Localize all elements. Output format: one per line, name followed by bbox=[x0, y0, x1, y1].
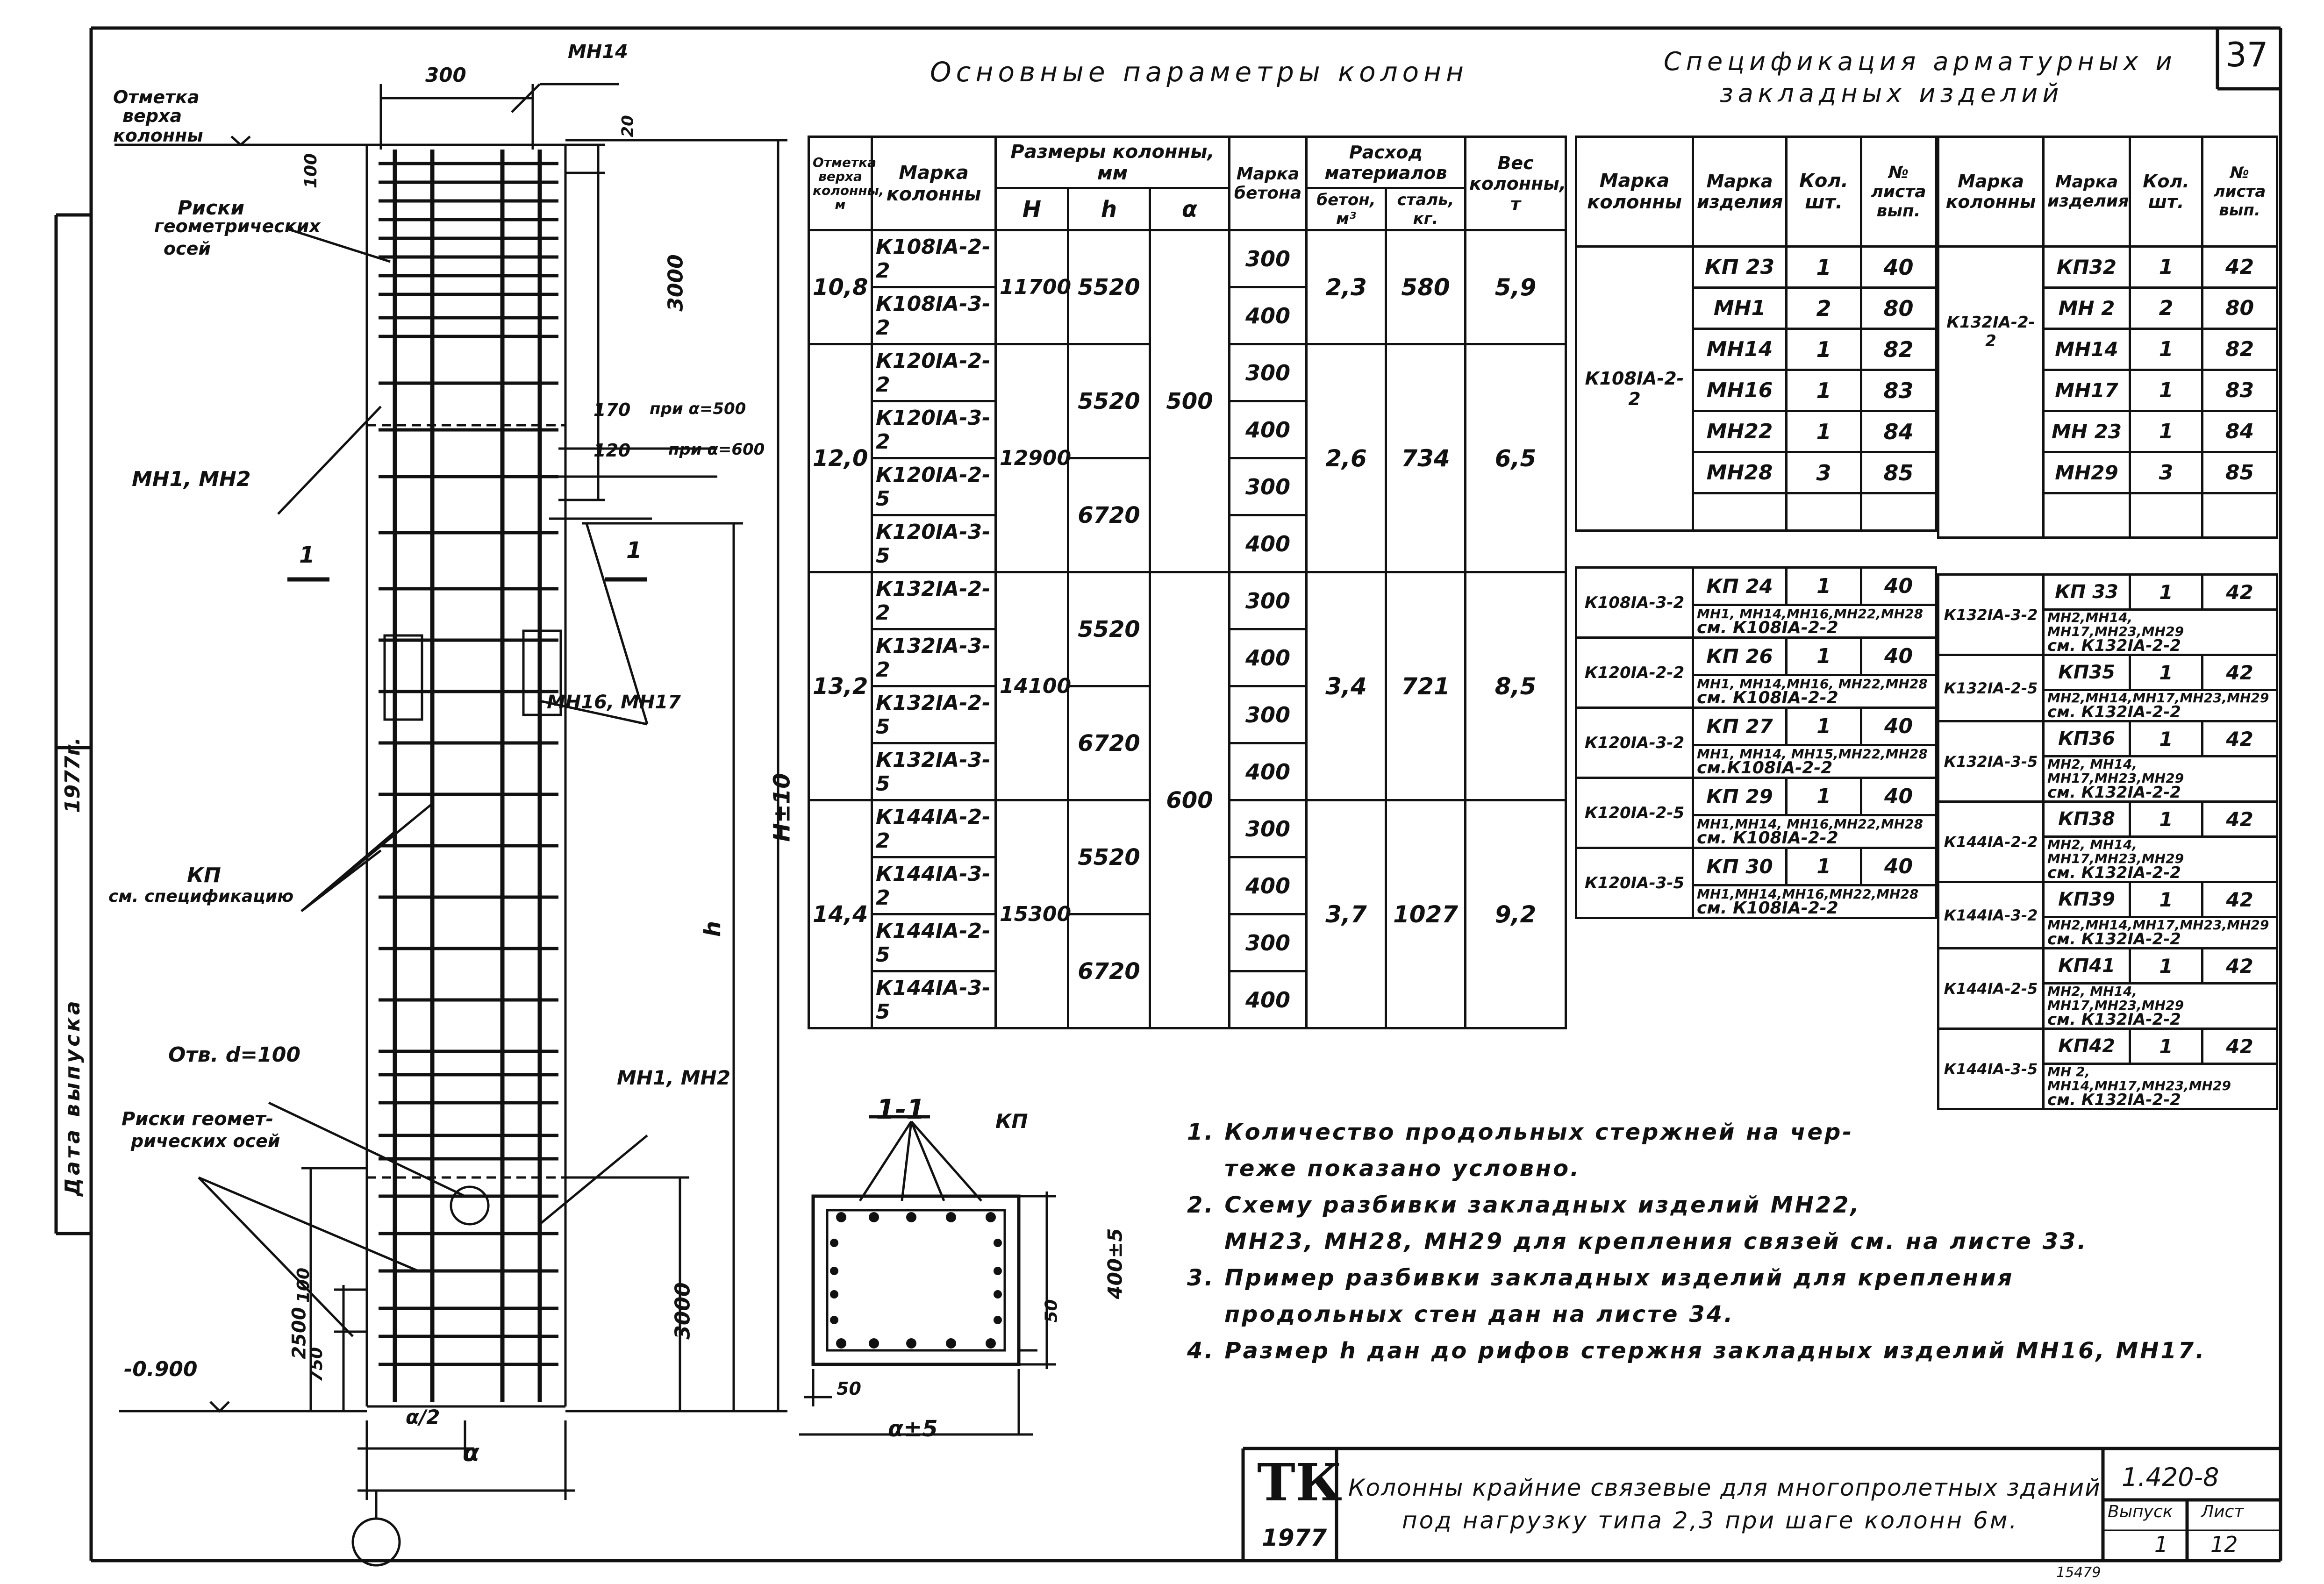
spec-sheet: 80 bbox=[1861, 288, 1936, 329]
release-year: 1977г. bbox=[61, 737, 85, 813]
column-mark: К120IА-2-5 bbox=[872, 458, 996, 515]
spec-header-qty: Кол. шт. bbox=[1787, 137, 1861, 247]
spec-column-mark: К132IА-3-2 bbox=[1938, 575, 2044, 655]
header-weight: Вес колонны, т bbox=[1466, 137, 1566, 230]
spec-ref-items: МН1, МН14,МН16,МН22,МН28 bbox=[1697, 606, 1924, 621]
kp-see-spec: см. спецификацию bbox=[108, 887, 294, 906]
dim-h-pm-10: H±10 bbox=[769, 773, 795, 842]
note-line: продольных стен дан на листе 34. bbox=[1224, 1301, 1735, 1327]
spec-ref bbox=[1693, 745, 1936, 778]
note-line: 3. Пример разбивки закладных изделий для крепления bbox=[1187, 1265, 2014, 1291]
spec-sheet: 42 bbox=[2202, 1029, 2277, 1064]
header-concrete: Марка бетона bbox=[1230, 137, 1307, 230]
concrete-grade: 300 bbox=[1230, 686, 1307, 743]
section-mark-left: 1 bbox=[299, 542, 315, 568]
row-h: 6720 bbox=[1068, 914, 1150, 1028]
spec-item: МН 23 bbox=[2044, 411, 2130, 452]
axes-marks2-label-1: Риски геомет- bbox=[122, 1108, 274, 1130]
row-h: 5520 bbox=[1068, 230, 1150, 344]
concrete-grade: 400 bbox=[1230, 401, 1307, 458]
dim-a-half: α/2 bbox=[406, 1406, 440, 1428]
spec-header-sheet: № листа вып. bbox=[2202, 137, 2277, 247]
concrete-grade: 400 bbox=[1230, 857, 1307, 914]
spec-ref-items: МН2,МН14,МН17,МН23,МН29 bbox=[2047, 917, 2269, 933]
spec-item: КП39 bbox=[2044, 882, 2130, 917]
spec-column-mark: К132IА-2-2 bbox=[1938, 247, 2044, 538]
group-mark: 14,4 bbox=[809, 800, 872, 1028]
spec-qty: 2 bbox=[1787, 288, 1861, 329]
spec-table-left bbox=[1575, 136, 1937, 532]
section-mark-right: 1 bbox=[626, 537, 642, 564]
spec-item: КП41 bbox=[2044, 949, 2130, 984]
spec-sheet: 42 bbox=[2202, 802, 2277, 837]
spec-title-line-1: Спецификация арматурных и bbox=[1664, 47, 2177, 76]
header-a: α bbox=[1150, 188, 1230, 230]
spec-ref-items: МН1,МН14,МН16,МН22,МН28 bbox=[1697, 886, 1919, 902]
spec-sheet: 40 bbox=[1861, 247, 1936, 288]
spec-column-mark: К108IА-3-2 bbox=[1576, 568, 1693, 638]
spec-table-left-refs bbox=[1575, 566, 1937, 919]
dim-750: 750 bbox=[307, 1347, 327, 1383]
sheet-value: 12 bbox=[2210, 1532, 2238, 1557]
concrete-grade: 400 bbox=[1230, 743, 1307, 800]
spec-column-mark: К120IА-3-2 bbox=[1576, 708, 1693, 778]
spec-qty: 3 bbox=[1787, 452, 1861, 493]
spec-column-mark: К144IА-3-2 bbox=[1938, 882, 2044, 949]
spec-sheet: 40 bbox=[1861, 778, 1936, 815]
note-a600: при α=600 bbox=[668, 440, 765, 459]
spec-qty: 1 bbox=[2130, 575, 2202, 610]
spec-sheet: 40 bbox=[1861, 638, 1936, 675]
spec-qty: 1 bbox=[2130, 1029, 2202, 1064]
spec-column-mark: К108IА-2-2 bbox=[1576, 247, 1693, 531]
mn1-mn2-label-left: МН1, МН2 bbox=[132, 467, 251, 491]
dim-120: 120 bbox=[594, 440, 631, 461]
dim-20: 20 bbox=[618, 115, 637, 137]
spec-ref bbox=[2044, 1064, 2277, 1109]
spec-sheet: 40 bbox=[1861, 568, 1936, 605]
column-mark: К120IА-3-5 bbox=[872, 515, 996, 572]
release-date-label: Дата выпуска bbox=[61, 998, 85, 1196]
spec-item: КП 24 bbox=[1693, 568, 1787, 605]
spec-qty: 1 bbox=[2130, 370, 2202, 411]
group-mark: 13,2 bbox=[809, 572, 872, 800]
column-mark: К144IА-2-5 bbox=[872, 914, 996, 971]
spec-ref bbox=[1693, 815, 1936, 848]
spec-header-item-mark: Марка изделия bbox=[2044, 137, 2130, 247]
column-mark: К108IА-2-2 bbox=[872, 230, 996, 287]
spec-item: МН14 bbox=[1693, 329, 1787, 370]
spec-ref bbox=[1693, 605, 1936, 638]
spec-item: КП 23 bbox=[1693, 247, 1787, 288]
spec-column-mark: К144IА-2-2 bbox=[1938, 802, 2044, 882]
spec-qty: 1 bbox=[2130, 882, 2202, 917]
spec-ref-see: см.К108IА-2-2 bbox=[1697, 758, 1833, 778]
spec-qty: 1 bbox=[1787, 848, 1861, 885]
axes-marks-label-1: Риски bbox=[178, 196, 245, 219]
spec-sheet: 42 bbox=[2202, 575, 2277, 610]
column-mark: К120IА-3-2 bbox=[872, 401, 996, 458]
group-H: 12900 bbox=[996, 344, 1068, 572]
column-mark: К144IА-3-5 bbox=[872, 971, 996, 1028]
dim-a: α bbox=[463, 1439, 479, 1467]
column-mark: К144IА-3-2 bbox=[872, 857, 996, 914]
spec-column-mark: К120IА-3-5 bbox=[1576, 848, 1693, 918]
section-kp-label: КП bbox=[995, 1110, 1028, 1133]
dim-100-top: 100 bbox=[301, 153, 321, 189]
column-mark: К132IА-2-2 bbox=[872, 572, 996, 629]
note-a500: при α=500 bbox=[650, 400, 746, 418]
spec-table-right bbox=[1937, 136, 2278, 539]
spec-ref bbox=[2044, 917, 2277, 949]
column-mark: К120IА-2-2 bbox=[872, 344, 996, 401]
group-concrete-m3: 3,4 bbox=[1307, 572, 1386, 800]
spec-column-mark: К132IА-2-5 bbox=[1938, 655, 2044, 721]
header-steel-kg: сталь, кг. bbox=[1386, 188, 1466, 230]
spec-ref bbox=[2044, 837, 2277, 882]
spec-header-qty: Кол. шт. bbox=[2130, 137, 2202, 247]
spec-ref bbox=[1693, 885, 1936, 918]
hole-label: Отв. d=100 bbox=[168, 1043, 300, 1067]
dim-2500: 2500 bbox=[288, 1307, 310, 1359]
level-mark: -0.900 bbox=[124, 1357, 198, 1381]
spec-item: КП 27 bbox=[1693, 708, 1787, 745]
spec-qty: 1 bbox=[2130, 802, 2202, 837]
spec-item: КП 30 bbox=[1693, 848, 1787, 885]
spec-ref-items: МН2, МН14, МН17,МН23,МН29 bbox=[2047, 984, 2184, 1013]
header-top-mark: Отметка верха колонны, м bbox=[809, 137, 872, 230]
group-concrete-m3: 2,3 bbox=[1307, 230, 1386, 344]
spec-ref-see: см. К108IА-2-2 bbox=[1697, 688, 1838, 707]
spec-ref-see: см. К132IА-2-2 bbox=[2047, 930, 2181, 949]
note-line: МН23, МН28, МН29 для крепления связей см. на листе 33. bbox=[1224, 1228, 2088, 1255]
spec-qty: 1 bbox=[1787, 329, 1861, 370]
group-mark: 12,0 bbox=[809, 344, 872, 572]
spec-ref-items: МН1,МН14, МН16,МН22,МН28 bbox=[1697, 816, 1924, 832]
spec-ref-see: см. К108IА-2-2 bbox=[1697, 898, 1838, 918]
sheet-number: 37 bbox=[2225, 35, 2268, 74]
spec-ref-items: МН1, МН14, МН15,МН22,МН28 bbox=[1697, 746, 1928, 762]
spec-item: МН28 bbox=[1693, 452, 1787, 493]
header-H: H bbox=[996, 188, 1068, 230]
dim-h: h bbox=[700, 920, 726, 937]
group-mark: 10,8 bbox=[809, 230, 872, 344]
spec-ref-items: МН 2, МН14,МН17,МН23,МН29 bbox=[2047, 1064, 2231, 1093]
spec-item: МН14 bbox=[2044, 329, 2130, 370]
dim-100-bottom: 100 bbox=[294, 1267, 314, 1303]
spec-qty: 1 bbox=[1787, 638, 1861, 675]
mn1-mn2-label-right: МН1, МН2 bbox=[617, 1066, 730, 1089]
spec-ref bbox=[1693, 675, 1936, 708]
top-mark-label-2: верха bbox=[122, 106, 182, 126]
spec-ref-items: МН1, МН14,МН16, МН22,МН28 bbox=[1697, 676, 1928, 692]
spec-ref bbox=[2044, 610, 2277, 655]
spec-item: МН17 bbox=[2044, 370, 2130, 411]
row-h: 6720 bbox=[1068, 686, 1150, 800]
title-line-2: под нагрузку типа 2,3 при шаге колонн 6м. bbox=[1402, 1507, 2019, 1534]
concrete-grade: 300 bbox=[1230, 344, 1307, 401]
axes-marks2-label-2: рических осей bbox=[131, 1131, 280, 1151]
group-concrete-m3: 2,6 bbox=[1307, 344, 1386, 572]
spec-item: КП 29 bbox=[1693, 778, 1787, 815]
header-h: h bbox=[1068, 188, 1150, 230]
concrete-grade: 400 bbox=[1230, 629, 1307, 686]
spec-item: МН1 bbox=[1693, 288, 1787, 329]
spec-sheet: 40 bbox=[1861, 708, 1936, 745]
spec-item: МН29 bbox=[2044, 452, 2130, 493]
spec-ref-items: МН2,МН14,МН17,МН23,МН29 bbox=[2047, 690, 2269, 706]
title-line-1: Колонны крайние связевые для многопролетных зданий bbox=[1348, 1474, 2101, 1501]
group-H: 15300 bbox=[996, 800, 1068, 1028]
spec-sheet: 82 bbox=[1861, 329, 1936, 370]
axes-marks-label-3: осей bbox=[164, 238, 211, 259]
spec-sheet: 42 bbox=[2202, 247, 2277, 288]
section-dim-a: α±5 bbox=[888, 1416, 938, 1442]
column-mark: К132IА-3-5 bbox=[872, 743, 996, 800]
row-h: 5520 bbox=[1068, 800, 1150, 914]
spec-ref-see: см. К108IА-2-2 bbox=[1697, 618, 1838, 637]
concrete-grade: 400 bbox=[1230, 971, 1307, 1028]
spec-ref-see: см. К132IА-2-2 bbox=[2047, 1010, 2181, 1029]
dim-300: 300 bbox=[425, 64, 466, 86]
header-consumption: Расход материалов bbox=[1307, 137, 1466, 188]
spec-item: МН 2 bbox=[2044, 288, 2130, 329]
concrete-grade: 300 bbox=[1230, 914, 1307, 971]
spec-ref-items: МН2, МН14, МН17,МН23,МН29 bbox=[2047, 837, 2184, 866]
group-weight: 9,2 bbox=[1466, 800, 1566, 1028]
issue-label: Выпуск bbox=[2108, 1502, 2173, 1521]
mn16-mn17-label: МН16, МН17 bbox=[547, 692, 681, 713]
spec-ref bbox=[2044, 690, 2277, 721]
spec-column-mark: К144IА-2-5 bbox=[1938, 949, 2044, 1029]
concrete-grade: 400 bbox=[1230, 287, 1307, 344]
group-steel: 1027 bbox=[1386, 800, 1466, 1028]
top-mark-label-3: колонны bbox=[113, 125, 203, 146]
group-weight: 8,5 bbox=[1466, 572, 1566, 800]
group-concrete-m3: 3,7 bbox=[1307, 800, 1386, 1028]
group-H: 11700 bbox=[996, 230, 1068, 344]
concrete-grade: 300 bbox=[1230, 458, 1307, 515]
series-number: 1.420-8 bbox=[2122, 1463, 2219, 1492]
spec-item: МН22 bbox=[1693, 411, 1787, 452]
issue-number: 1 bbox=[2154, 1532, 2168, 1557]
sheet-label: Лист bbox=[2201, 1502, 2244, 1521]
dim-170: 170 bbox=[594, 400, 631, 420]
spec-sheet: 80 bbox=[2202, 288, 2277, 329]
note-line: теже показано условно. bbox=[1224, 1156, 1581, 1182]
spec-item: КП38 bbox=[2044, 802, 2130, 837]
concrete-grade: 400 bbox=[1230, 515, 1307, 572]
note-line: 1. Количество продольных стержней на чер- bbox=[1187, 1119, 1854, 1145]
group-steel: 580 bbox=[1386, 230, 1466, 344]
header-sizes: Размеры колонны, мм bbox=[996, 137, 1230, 188]
section-dim-400: 400±5 bbox=[1103, 1228, 1127, 1299]
note-line: 2. Схему разбивки закладных изделий МН22, bbox=[1187, 1192, 1861, 1218]
group-steel: 721 bbox=[1386, 572, 1466, 800]
spec-qty: 1 bbox=[1787, 411, 1861, 452]
spec-column-mark: К120IА-2-5 bbox=[1576, 778, 1693, 848]
spec-sheet: 85 bbox=[2202, 452, 2277, 493]
row-h: 6720 bbox=[1068, 458, 1150, 572]
concrete-grade: 300 bbox=[1230, 572, 1307, 629]
spec-qty: 1 bbox=[1787, 370, 1861, 411]
spec-sheet: 42 bbox=[2202, 882, 2277, 917]
top-mark-label-1: Отметка bbox=[113, 87, 200, 107]
spec-qty: 1 bbox=[2130, 655, 2202, 690]
section-dim-50-bottom: 50 bbox=[837, 1378, 861, 1399]
spec-sheet: 42 bbox=[2202, 949, 2277, 984]
spec-ref-items: МН2, МН14, МН17,МН23,МН29 bbox=[2047, 756, 2184, 786]
spec-sheet: 83 bbox=[2202, 370, 2277, 411]
spec-qty: 1 bbox=[2130, 949, 2202, 984]
kp-label: КП bbox=[187, 863, 221, 887]
spec-qty: 3 bbox=[2130, 452, 2202, 493]
a-500: 500 bbox=[1150, 230, 1230, 572]
group-steel: 734 bbox=[1386, 344, 1466, 572]
params-table bbox=[808, 136, 1567, 1029]
spec-qty: 1 bbox=[2130, 329, 2202, 370]
spec-sheet: 84 bbox=[1861, 411, 1936, 452]
spec-qty: 1 bbox=[2130, 721, 2202, 756]
spec-qty: 1 bbox=[1787, 247, 1861, 288]
group-weight: 6,5 bbox=[1466, 344, 1566, 572]
note-line: 4. Размер h дан до рифов стержня закладных изделий МН16, МН17. bbox=[1187, 1338, 2206, 1364]
spec-item: КП 33 bbox=[2044, 575, 2130, 610]
spec-item: КП42 bbox=[2044, 1029, 2130, 1064]
spec-ref-see: см. К132IА-2-2 bbox=[2047, 783, 2181, 802]
section-dim-50-right: 50 bbox=[1042, 1299, 1061, 1323]
spec-ref-see: см. К132IА-2-2 bbox=[2047, 863, 2181, 882]
a-600: 600 bbox=[1150, 572, 1230, 1028]
spec-qty: 1 bbox=[2130, 411, 2202, 452]
axes-marks-label-2: геометрических bbox=[154, 216, 321, 236]
column-mark: К132IА-3-2 bbox=[872, 629, 996, 686]
spec-header-col-mark: Марка колонны bbox=[1576, 137, 1693, 247]
spec-ref bbox=[2044, 984, 2277, 1029]
spec-table-right-refs bbox=[1937, 573, 2278, 1110]
header-concrete-m3: бетон, м³ bbox=[1307, 188, 1386, 230]
spec-qty: 1 bbox=[1787, 778, 1861, 815]
column-mark: К144IА-2-2 bbox=[872, 800, 996, 857]
concrete-grade: 300 bbox=[1230, 230, 1307, 287]
spec-ref-items: МН2,МН14, МН17,МН23,МН29 bbox=[2047, 610, 2184, 639]
spec-sheet: 84 bbox=[2202, 411, 2277, 452]
spec-qty: 1 bbox=[1787, 568, 1861, 605]
spec-sheet: 85 bbox=[1861, 452, 1936, 493]
spec-sheet: 42 bbox=[2202, 721, 2277, 756]
spec-ref-see: см. К108IА-2-2 bbox=[1697, 828, 1838, 848]
spec-sheet: 83 bbox=[1861, 370, 1936, 411]
spec-item: КП32 bbox=[2044, 247, 2130, 288]
spec-item: МН16 bbox=[1693, 370, 1787, 411]
group-weight: 5,9 bbox=[1466, 230, 1566, 344]
concrete-grade: 300 bbox=[1230, 800, 1307, 857]
dim-3000-bottom: 3000 bbox=[671, 1282, 695, 1340]
group-H: 14100 bbox=[996, 572, 1068, 800]
spec-sheet: 82 bbox=[2202, 329, 2277, 370]
dim-3000-top: 3000 bbox=[664, 254, 688, 312]
spec-header-col-mark: Марка колонны bbox=[1938, 137, 2044, 247]
notes bbox=[1187, 1119, 2206, 1374]
spec-column-mark: К144IА-3-5 bbox=[1938, 1029, 2044, 1109]
column-mark: К108IА-3-2 bbox=[872, 287, 996, 344]
spec-item: КП 26 bbox=[1693, 638, 1787, 675]
section-title: 1-1 bbox=[876, 1093, 925, 1125]
order-number: 15479 bbox=[2056, 1564, 2101, 1581]
spec-sheet: 42 bbox=[2202, 655, 2277, 690]
spec-ref-see: см. К132IА-2-2 bbox=[2047, 636, 2181, 655]
header-column-mark: Марка колонны bbox=[872, 137, 996, 230]
mn14-label: МН14 bbox=[568, 41, 628, 63]
spec-qty: 2 bbox=[2130, 288, 2202, 329]
row-h: 5520 bbox=[1068, 344, 1150, 458]
spec-ref-see: см. К132IА-2-2 bbox=[2047, 1091, 2181, 1109]
spec-sheet: 40 bbox=[1861, 848, 1936, 885]
tk-year: 1977 bbox=[1262, 1524, 1327, 1551]
row-h: 5520 bbox=[1068, 572, 1150, 686]
spec-item: КП36 bbox=[2044, 721, 2130, 756]
spec-ref bbox=[2044, 756, 2277, 802]
spec-qty: 1 bbox=[2130, 247, 2202, 288]
spec-header-item-mark: Марка изделия bbox=[1693, 137, 1787, 247]
spec-title-line-2: закладных изделий bbox=[1720, 78, 2064, 108]
tk-mark: ТК bbox=[1257, 1452, 1342, 1513]
spec-column-mark: К132IА-3-5 bbox=[1938, 721, 2044, 802]
spec-qty: 1 bbox=[1787, 708, 1861, 745]
column-mark: К132IА-2-5 bbox=[872, 686, 996, 743]
params-title: Основные параметры колонн bbox=[930, 56, 1468, 88]
spec-item: КП35 bbox=[2044, 655, 2130, 690]
section-1-1 bbox=[794, 1089, 1122, 1463]
spec-column-mark: К120IА-2-2 bbox=[1576, 638, 1693, 708]
spec-ref-see: см. К132IА-2-2 bbox=[2047, 703, 2181, 721]
spec-header-sheet: № листа вып. bbox=[1861, 137, 1936, 247]
